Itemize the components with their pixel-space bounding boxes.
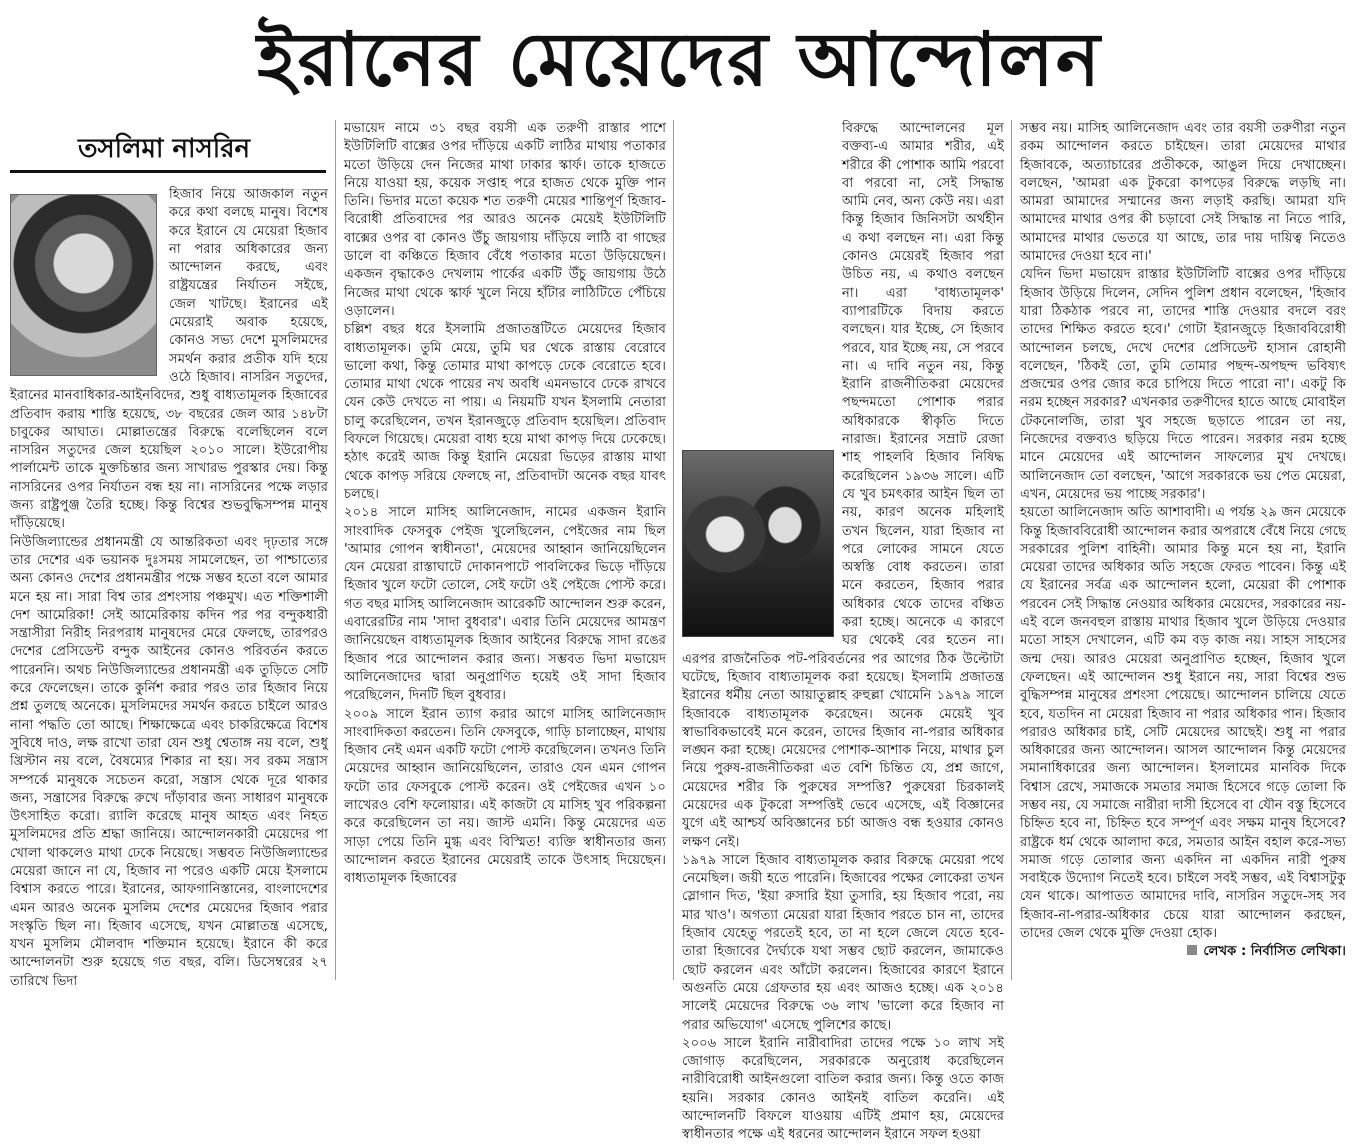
paragraph: নিউজিল্যান্ডের প্রধানমন্ত্রী যে আন্তরিকতা এবং দৃঢ়তার সঙ্গে তার দেশের এক ভয়ানক দুঃসময় সামলেছেন, তা পাশ্চাত্যের অন্য কোনও দেশের প্রধানমন্ত্রীর পক্ষে সম্ভব হতো বলে আমার মনে হয় না। সারা বিশ্ব তার প্রশংসায় পঞ্চমুখ। এত শক্তিশালী দেশ আমেরিকা! সেই আমেরিকায় কদিন পর পর বন্দুকধারী সন্ত্রাসীরা নিরীহ নিরপরাধ মানুষদের মেরে ফেলছে, তারপরও দেশের প্রেসিডেন্ট বন্দুক আইনের কোনও পরিবর্তন করতে পারেননি। অথচ নিউজিল্যান্ডের প্রধানমন্ত্রী এক তুড়িতে সেটি করে ফেলেছেন। তাকে কুর্নিশ করার পরও তার হিজাব নিয়ে প্রশ্ন তুলছে অনেকে। মুসলিমদের সমর্থন করতে চাইলে আরও নানা পদ্ধতি তো আছে। শিক্ষাক্ষেত্রে এবং চাকরিক্ষেত্রে বিশেষ সুবিধে দাও, লক্ষ রাখো তারা যেন শুধু শ্বেতাঙ্গ নয় বলে, শুধু খ্রিস্টান নয় বলে, বৈষম্যের শিকার না হয়। সব রকম সন্ত্রাস সম্পর্কে মানুষকে সচেতন করো, সন্ত্রাস থেকে দূরে থাকার জন্য, সন্ত্রাসের বিরুদ্ধে রুখে দাঁড়াবার জন্য সাধারণ মানুষকে উৎসাহিত করো। র‍্যালি করেছে মানুষ আহত এবং নিহত মুসলিমদের প্রতি শ্রদ্ধা জানিয়ে। আন্দোলনকারী মেয়েদের পা খোলা থাকলেও মাথা ঢেকে নিয়েছে। সম্ভবত নিউজিল্যান্ডের মেয়েরা জানে না যে, হিজাব না পরেও একটি মেয়ে ইসলামে বিশ্বাস করতে পারে। ইরানের, আফগানিস্তানের, বাংলাদেশের এমন আরও অনেক মুসলিম দেশের মেয়েদের হিজাব পরার সংস্কৃতি ছিল না। হিজাব এসেছে, যখন মোল্লাতন্ত্র এসেছে, যখন মুসলিম মৌলবাদ শক্তিমান হয়েছে। ইরানে কী করে আন্দোলনটা শুরু হয়েছে গত বছর, বলি। ডিসেম্বরের ২৭ তারিখে ভিদা — [10, 534, 328, 989]
byline: তসলিমা নাসরিন — [78, 134, 251, 164]
article-column-4 — [1020, 120, 1346, 982]
author-portrait — [10, 194, 157, 376]
paragraph: হিজাব নিয়ে আজকাল নতুন করে কথা বলছে মানুষ। বিশেষ করে ইরানে যে মেয়েরা হিজাব না পরার অধিকারের জন্য আন্দোলন করছে, এবং রাষ্ট্রযন্ত্রের নির্যাতন সইছে, জেল খাটছে। ইরানের এই মেয়েরাই অবাক হয়েছে, কোনও সভ্য দেশে মুসলিমদের সমর্থন করার প্রতীক যদি হয়ে ওঠে হিজাব। নাসরিন সতুদের, ইরানের মানবাধিকার-আইনবিদের, শুধু বাধ্যতামূলক হিজাবের প্রতিবাদ করায় শাস্তি হয়েছে, ৩৮ বছরের জেল আর ১৪৮টা চাবুকের আঘাত। মোল্লাতন্ত্রের বিরুদ্ধে বলেছিলেন বলে নাসরিন সতুদের জেল হয়েছিল ২০১০ সালে। ইউরোপীয় পার্লামেন্ট তাকে মুক্তচিন্তার জন্য সাখারভ পুরস্কার দেয়। কিন্তু নাসরিনের ওপর নির্যাতন বন্ধ হয় না। নাসরিনের পক্ষে লড়ার জন্য রাষ্ট্রপুঞ্জ তৈরি হচ্ছে। কিন্তু বিশ্বের শুভবুদ্ধিসম্পন্ন মানুষ দাঁড়িয়েছে। — [10, 187, 328, 532]
headline: ইরানের মেয়েদের আন্দোলন — [257, 17, 1102, 103]
paragraph: বিরুদ্ধে আন্দোলনের মূল বক্তব্য-এ আমার শরীর, এই শরীরে কী পোশাক আমি পরবো বা পরবো না, সেই সিদ্ধান্ত আমি নেব, অন্য কেউ নয়। এরা কিন্তু হিজাব জিনিসটা অর্থহীন এ কথা বলছেন না। এরা কিন্তু কোনও মেয়েরই হিজাব পরা উচিত নয়, এ কথাও বলছেন না। এরা 'বাধ্যতামূলক' ব্যাপারটিকে বিদায় করতে বলছেন। যার ইচ্ছে, সে হিজাব পরবে, যার ইচ্ছে নয়, সে পরবে না। এ দাবি নতুন নয়, কিন্তু ইরানি রাজনীতিকরা মেয়েদের পছন্দমতো পোশাক পরার অধিকারকে স্বীকৃতি দিতে নারাজ। ইরানের সম্রাট রেজা শাহ পাহলবি হিজাব নিষিদ্ধ করেছিলেন ১৯৩৬ সালে। এটি যে খুব চমৎকার আইন ছিল তা নয়, কারণ অনেক মহিলাই তখন ছিলেন, যারা হিজাব না পরে লোকের সামনে যেতে অস্বস্তি বোধ করতেন। তারা মনে করতেন, হিজাব পরার অধিকার থেকে তাদের বঞ্চিত করা হচ্ছে। অনেকে এ কারণে ঘর থেকেই বের হতেন না। এরপর রাজনৈতিক পট-পরিবর্তনের পর আগের ঠিক উল্টোটা ঘটেছে, হিজাব বাধ্যতামূলক করা হয়েছে। ইসলামি প্রজাতন্ত্র ইরানের ধর্মীয় নেতা আয়াতুল্লাহ রুহুল্লা খোমেনি ১৯৭৯ সালে হিজাবকে বাধ্যতামূলক করেছেন। অনেক মেয়েই খুব স্বাভাবিকভাবেই মনে করেন, তাদের হিজাব না-পরার অধিকার লঙ্ঘন করা হচ্ছে। মেয়েদের পোশাক-আশাক নিয়ে, মাথার চুল নিয়ে পুরুষ-রাজনীতিকরা এত বেশি চিন্তিত যে, প্রশ্ন জাগে, মেয়েদের শরীর কি পুরুষের সম্পত্তি? পুরুষেরা চিরকালই মেয়েদের এক টুকরো সম্পত্তিই ভেবে এসেছে, এই বিজ্ঞানের যুগে এই আশ্চর্য অবিজ্ঞানের চর্চা আজও বন্ধ হওয়ার কোনও লক্ষণ নেই। — [682, 121, 1004, 850]
paragraph: হয়তো আলিনেজাদ অতি আশাবাদী। এ পর্যন্ত ২৯ জন মেয়েকে কিন্তু হিজাববিরোধী আন্দোলন করার অপরাধে বেঁধে নিয়ে গেছে সরকারের পুলিশ বাহিনী। আমার কিন্তু মনে হয় না, ইরানি মেয়েরা তাদের অধিকার অতি সহজে ফেরত পাবেন। কিন্তু এই যে ইরানের সর্বত্র এক আন্দোলন হলো, মেয়েরা কী পোশাক পরবেন সেই সিদ্ধান্ত নেওয়ার অধিকার মেয়েদের, সরকারের নয়-এই বলে জনবহুল রাস্তায় মাথার হিজাব খুলে উড়িয়ে দেওয়ার মতো সাহস দেখালেন, এটি কম বড় কাজ নয়। সাহস সাহসের জন্ম দেয়। আরও মেয়েরা অনুপ্রাণিত হচ্ছেন, হিজাব খুলে ফেলছেন। এই আন্দোলন শুধু ইরানে নয়, সারা বিশ্বের শুভ বুদ্ধিসম্পন্ন মানুষের প্রশংসা পেয়েছে। আন্দোলন চালিয়ে যেতে হবে, যতদিন না মেয়েরা হিজাব না পরার অধিকার পান। হিজাব পরারও অধিকার চাই, সেটি মেয়েদের আছেই। শুধু না পরার অধিকারের জন্য আন্দোলন। আসল আন্দোলন কিন্তু মেয়েদের সমানাধিকারের জন্য আন্দোলন। ইসলামের মানবিক দিকে বিশ্বাস রেখে, সমাজকে সমতার সমাজ হিসেবে গড়ে তোলা কি সম্ভব নয়, যে সমাজে নারীরা দাসী হিসেবে বা যৌন বস্তু হিসেবে চিহ্নিত হবে না, চিহ্নিত হবে সম্পূর্ণ এবং সক্ষম মানুষ হিসেবে? রাষ্ট্রকে ধর্ম থেকে আলাদা করে, সমতার আইন বহাল করে-সভ্য সমাজ গড়ে তোলার জন্য একদিন না একদিন নারী পুরুষ সবাইকে উদ্যোগ নিতেই হবে। চাইলে সবই সম্ভব, এই বিশ্বাসটুকু যেন থাকে। আপাতত আমাদের দাবি, নাসরিন সতুদে-সহ সব হিজাব-না-পরার-অধিকার চেয়ে যারা আন্দোলন করছেন, তাদের জেল থেকে মুক্তি দেওয়া হোক। — [1020, 505, 1346, 942]
protest-photo — [682, 450, 834, 637]
paragraph: ২০০৯ সালে ইরান ত্যাগ করার আগে মাসিহ আলিনেজাদ সাংবাদিকতা করতেন। তিনি ফেসবুকে, গাড়ি চালাচ্ছেন, মাথায় হিজাব নেই এমন একটি ফটো পোস্ট করেছিলেন। তখনও তিনি মেয়েদের আহ্বান জানিয়েছিলেন, তারাও যেন এমন গোপন ফটো তার ফেসবুকে পোস্ট করেন। ওই পেইজের এখন ১০ লাখেরও বেশি ফলোয়ার। এই কাজটা যে মাসিহ খুব পরিকল্পনা করে করেছিলেন তা নয়। জাস্ট এমনি। কিন্তু মেয়েদের এত সাড়া পেয়ে তিনি মুগ্ধ এবং বিস্মিত! ব্যক্তি স্বাধীনতার জন্য আন্দোলন করতে ইরানের মেয়েরাই তাকে উৎসাহ দিয়েছেন। বাধ্যতামূলক হিজাবের — [344, 706, 666, 887]
column-divider — [335, 120, 336, 980]
paragraph: মভায়েদ নামে ৩১ বছর বয়সী এক তরুণী রাস্তার পাশে ইউটিলিটি বাক্সের ওপর দাঁড়িয়ে একটি লাঠির মাথায় পতাকার মতো উড়িয়ে দেন নিজের মাথা ঢাকার স্কার্ফ। তাকে হাজতে নিয়ে যাওয়া হয়, কয়েক সপ্তাহ পরে হাজত থেকে মুক্তি পান তিনি। ভিদার মতো কয়েক শত তরুণী মেয়ের শান্তিপূর্ণ হিজাব-বিরোধী প্রতিবাদের পর আরও অনেক মেয়েই ইউটিলিটি বাক্সের ওপর বা কোনও উঁচু জায়গায় দাঁড়িয়ে লাঠি বা গাছের ডালে বা কঞ্চিতে হিজাব বেঁধে পতাকার মতো উড়িয়েছেন। একজন বৃদ্ধাকেও দেখলাম পার্কের একটি উঁচু জায়গায় উঠে নিজের মাথা থেকে স্কার্ফ খুলে নিয়ে হাঁটার লাঠিটিতে পেঁচিয়ে ওড়ালেন। — [344, 121, 666, 319]
bullet-square-icon — [1187, 945, 1197, 955]
article-column-3 — [682, 120, 1004, 1143]
byline-rule — [10, 170, 326, 173]
paragraph: যেদিন ভিদা মভায়েদ রাস্তার ইউটিলিটি বাক্সের ওপর দাঁড়িয়ে হিজাব উড়িয়ে দিলেন, সেদিন পুলিশ প্রধান বলেছেন, 'হিজাব যারা ঠিকঠাক পরবে না, তাদের শাস্তি দেওয়ার বদলে বরং তাদের শিক্ষিত করতে হবে।' গোটা ইরানজুড়ে হিজাববিরোধী আন্দোলন চলছে, দেখে দেশের প্রেসিডেন্ট হাসান রোহানী বলেছেন, 'ঠিকই তো, তুমি তোমার পছন্দ-অপছন্দ ভবিষ্যৎ প্রজন্মের ওপর জোর করে চাপিয়ে দিতে পারো না'। একটু কি নরম হচ্ছেন সরকার? এখনকার তরুণীদের হাতে আছে মোবাইল টেকনোলজি, তারা খুব সহজে ছড়াতে পারেন তা নয়, নিজেদের বক্তব্যও ছড়িয়ে দিতে পারেন। সরকার নরম হচ্ছে মানে মেয়েদের এই আন্দোলন সাফল্যের মুখ দেখছে। আলিনেজাদ তো বলছেন, 'আগে সরকারকে ভয় পেত মেয়েরা, এখন, মেয়েদের ভয় পাচ্ছে সরকার'। — [1020, 267, 1346, 502]
paragraph: ২০১৪ সালে মাসিহ আলিনেজাদ, নামের একজন ইরানি সাংবাদিক ফেসবুক পেইজ খুলেছিলেন, পেইজের নাম ছিল 'আমার গোপন স্বাধীনতা', মেয়েদের আহ্বান জানিয়েছিলেন যেন মেয়েরা রাস্তাঘাটে দোকানপাটে পাবলিকের ভিড়ে দাঁড়িয়ে হিজাব খুলে ফটো তোলে, সেই ফটো ওই পেইজে পোস্ট করে। গত বছর মাসিহ আলিনেজাদ আরেকটি আন্দোলন শুরু করেন, এবারেরটির নাম 'সাদা বুধবার'। এবার তিনি মেয়েদের আমন্ত্রণ জানিয়েছেন বাধ্যতামূলক হিজাব আইনের বিরুদ্ধে সাদা রঙের হিজাব পরে আন্দোলন করার জন্য। সম্ভবত ভিদা মভায়েদ আলিনেজাদের দ্বারা অনুপ্রাণিত হয়েই ওই সাদা হিজাব পরেছিলেন, দিনটি ছিল বুধবার। — [344, 505, 666, 704]
paragraph: ২০০৬ সালে ইরানি নারীবাদিরা তাদের পক্ষে ১০ লাখ সই জোগাড় করেছিলেন, সরকারকে অনুরোধ করেছিলেন নারীবিরোধী আইনগুলো বাতিল করার জন্য। কিন্তু ওতে কাজ হয়নি। সরকার কোনও আইনই বাতিল করেনি। এই আন্দোলনটি বিফলে যাওয়ায় এটিই প্রমাণ হয়, মেয়েদের স্বাধীনতার পক্ষে এই ধরনের আন্দোলন ইরানে সফল হওয়া — [682, 1035, 1004, 1143]
article-column-1 — [10, 186, 328, 989]
article-column-2 — [344, 120, 666, 982]
column-divider — [1011, 120, 1012, 980]
paragraph: চল্লিশ বছর ধরে ইসলামি প্রজাতন্ত্রটিতে মেয়েদের হিজাব বাধ্যতামূলক। তুমি মেয়ে, তুমি ঘর থেকে রাস্তায় বেরোবে ভালো কথা, কিন্তু তোমার মাথা কাপড়ে ঢেকে বেরোতে হবে। তোমার মাথা থেকে পায়ের নখ অবধি এমনভাবে ঢেকে রাখবে যেন কেউ দেখতে না পায়। এ নিয়মটি যখন ইসলামি নেতারা চালু করেছিলেন, তখন ইরানজুড়ে প্রতিবাদ হয়েছিল। প্রতিবাদ বিফলে গিয়েছে। মেয়েরা বাধ্য হয়ে মাথা কাপড় দিয়ে ঢেকেছে। হঠাৎ করেই আজ কিন্তু ইরানি মেয়েরা ভিড়ের রাস্তায় মাথা থেকে কাপড় সরিয়ে ফেলছে না, প্রতিবাদটা অনেক বছর যাবৎ চলছে। — [344, 322, 666, 502]
paragraph: সম্ভব নয়। মাসিহ আলিনেজাদ এবং তার বয়সী তরুণীরা নতুন রকম আন্দোলন করতে চাইছেন। তারা মেয়েদের মাথার হিজাবকে, অত্যাচারের প্রতীককে, আঙুল দিয়ে দেখাচ্ছেন। বলছেন, 'আমরা এক টুকরো কাপড়ের বিরুদ্ধে লড়ছি না। আমরা আমাদের সম্মানের জন্য লড়াই করছি। আমরা যদি আমাদের মাথার ওপর কী চড়াবো সেই সিদ্ধান্ত না নিতে পারি, আমাদের মাথার ভেতরে যা আছে, তার দায় দায়িত্ব নিতেও আমাদের দেওয়া হবে না।' — [1020, 121, 1346, 265]
author-note — [1020, 943, 1346, 961]
column-divider — [673, 120, 674, 980]
paragraph: ১৯৭৯ সালে হিজাব বাধ্যতামূলক করার বিরুদ্ধে মেয়েরা পথে নেমেছিল। জয়ী হতে পারেনি। হিজাবের পক্ষের লোকেরা তখন স্লোগান দিত, 'ইয়া রুসারি ইয়া তুসারি, হয় হিজাব পরো, নয় মার খাও'। অগত্যা মেয়েরা যারা হিজাব পরতে চান না, তাদের হিজাব যেহেতু পরতেই হবে, তা না হলে জেলে যেতে হবে-তারা হিজাবের দৈর্ঘ্যকে যথা সম্ভব ছোট করলেন, জামাকেও ছোট করলেন এবং আঁটো করলেন। হিজাবের কারণে ইরানে অগুনতি মেয়ে গ্রেফতার হয় এবং আজও হচ্ছে। এক ২০১৪ সালেই মেয়েদের বিরুদ্ধে ৩৬ লাখ 'ভালো করে হিজাব না পরার অভিযোগ' এসেছে পুলিশের কাছে। — [682, 852, 1004, 1033]
author-note-text: লেখক : নির্বাসিত লেখিকা। — [1203, 944, 1346, 960]
